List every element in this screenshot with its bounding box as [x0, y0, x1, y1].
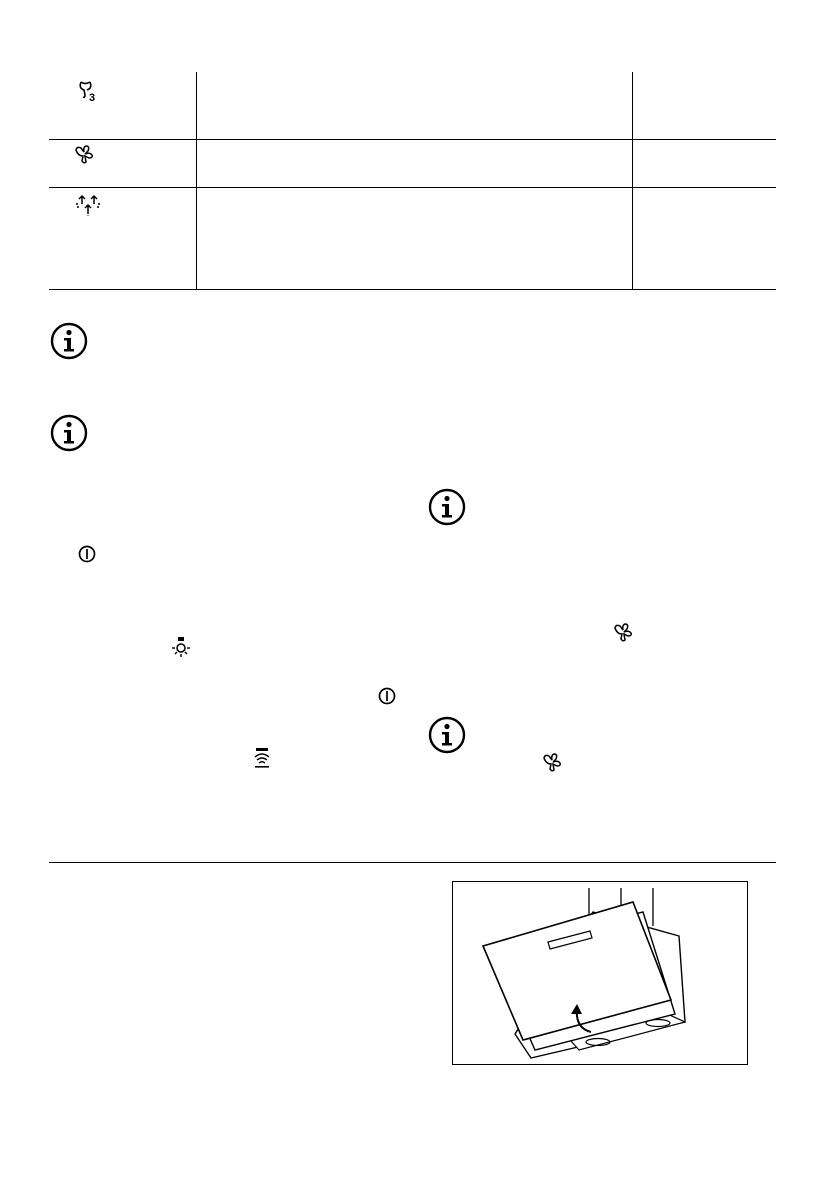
power-icon [77, 544, 97, 564]
info-icon [428, 488, 466, 526]
table-row-border [49, 139, 776, 140]
fan-boost-icon [541, 752, 565, 774]
table-divider-2 [632, 72, 633, 290]
info-icon [428, 716, 466, 754]
section-divider [49, 862, 776, 863]
fan-boost-icon [612, 622, 636, 644]
table-divider-1 [196, 72, 197, 290]
hood-illustration [452, 881, 748, 1065]
info-icon [50, 414, 88, 452]
light-icon [170, 636, 192, 660]
fan-boost-icon [73, 144, 97, 166]
table-row-border [49, 187, 776, 188]
fan-speed-3-icon [74, 78, 100, 104]
info-icon [50, 322, 88, 360]
svg-text:3: 3 [89, 92, 96, 104]
steam-sensor-icon [74, 192, 102, 216]
hob-to-hood-icon [252, 747, 272, 769]
table-bottom-border [49, 289, 776, 290]
power-icon [377, 686, 397, 706]
